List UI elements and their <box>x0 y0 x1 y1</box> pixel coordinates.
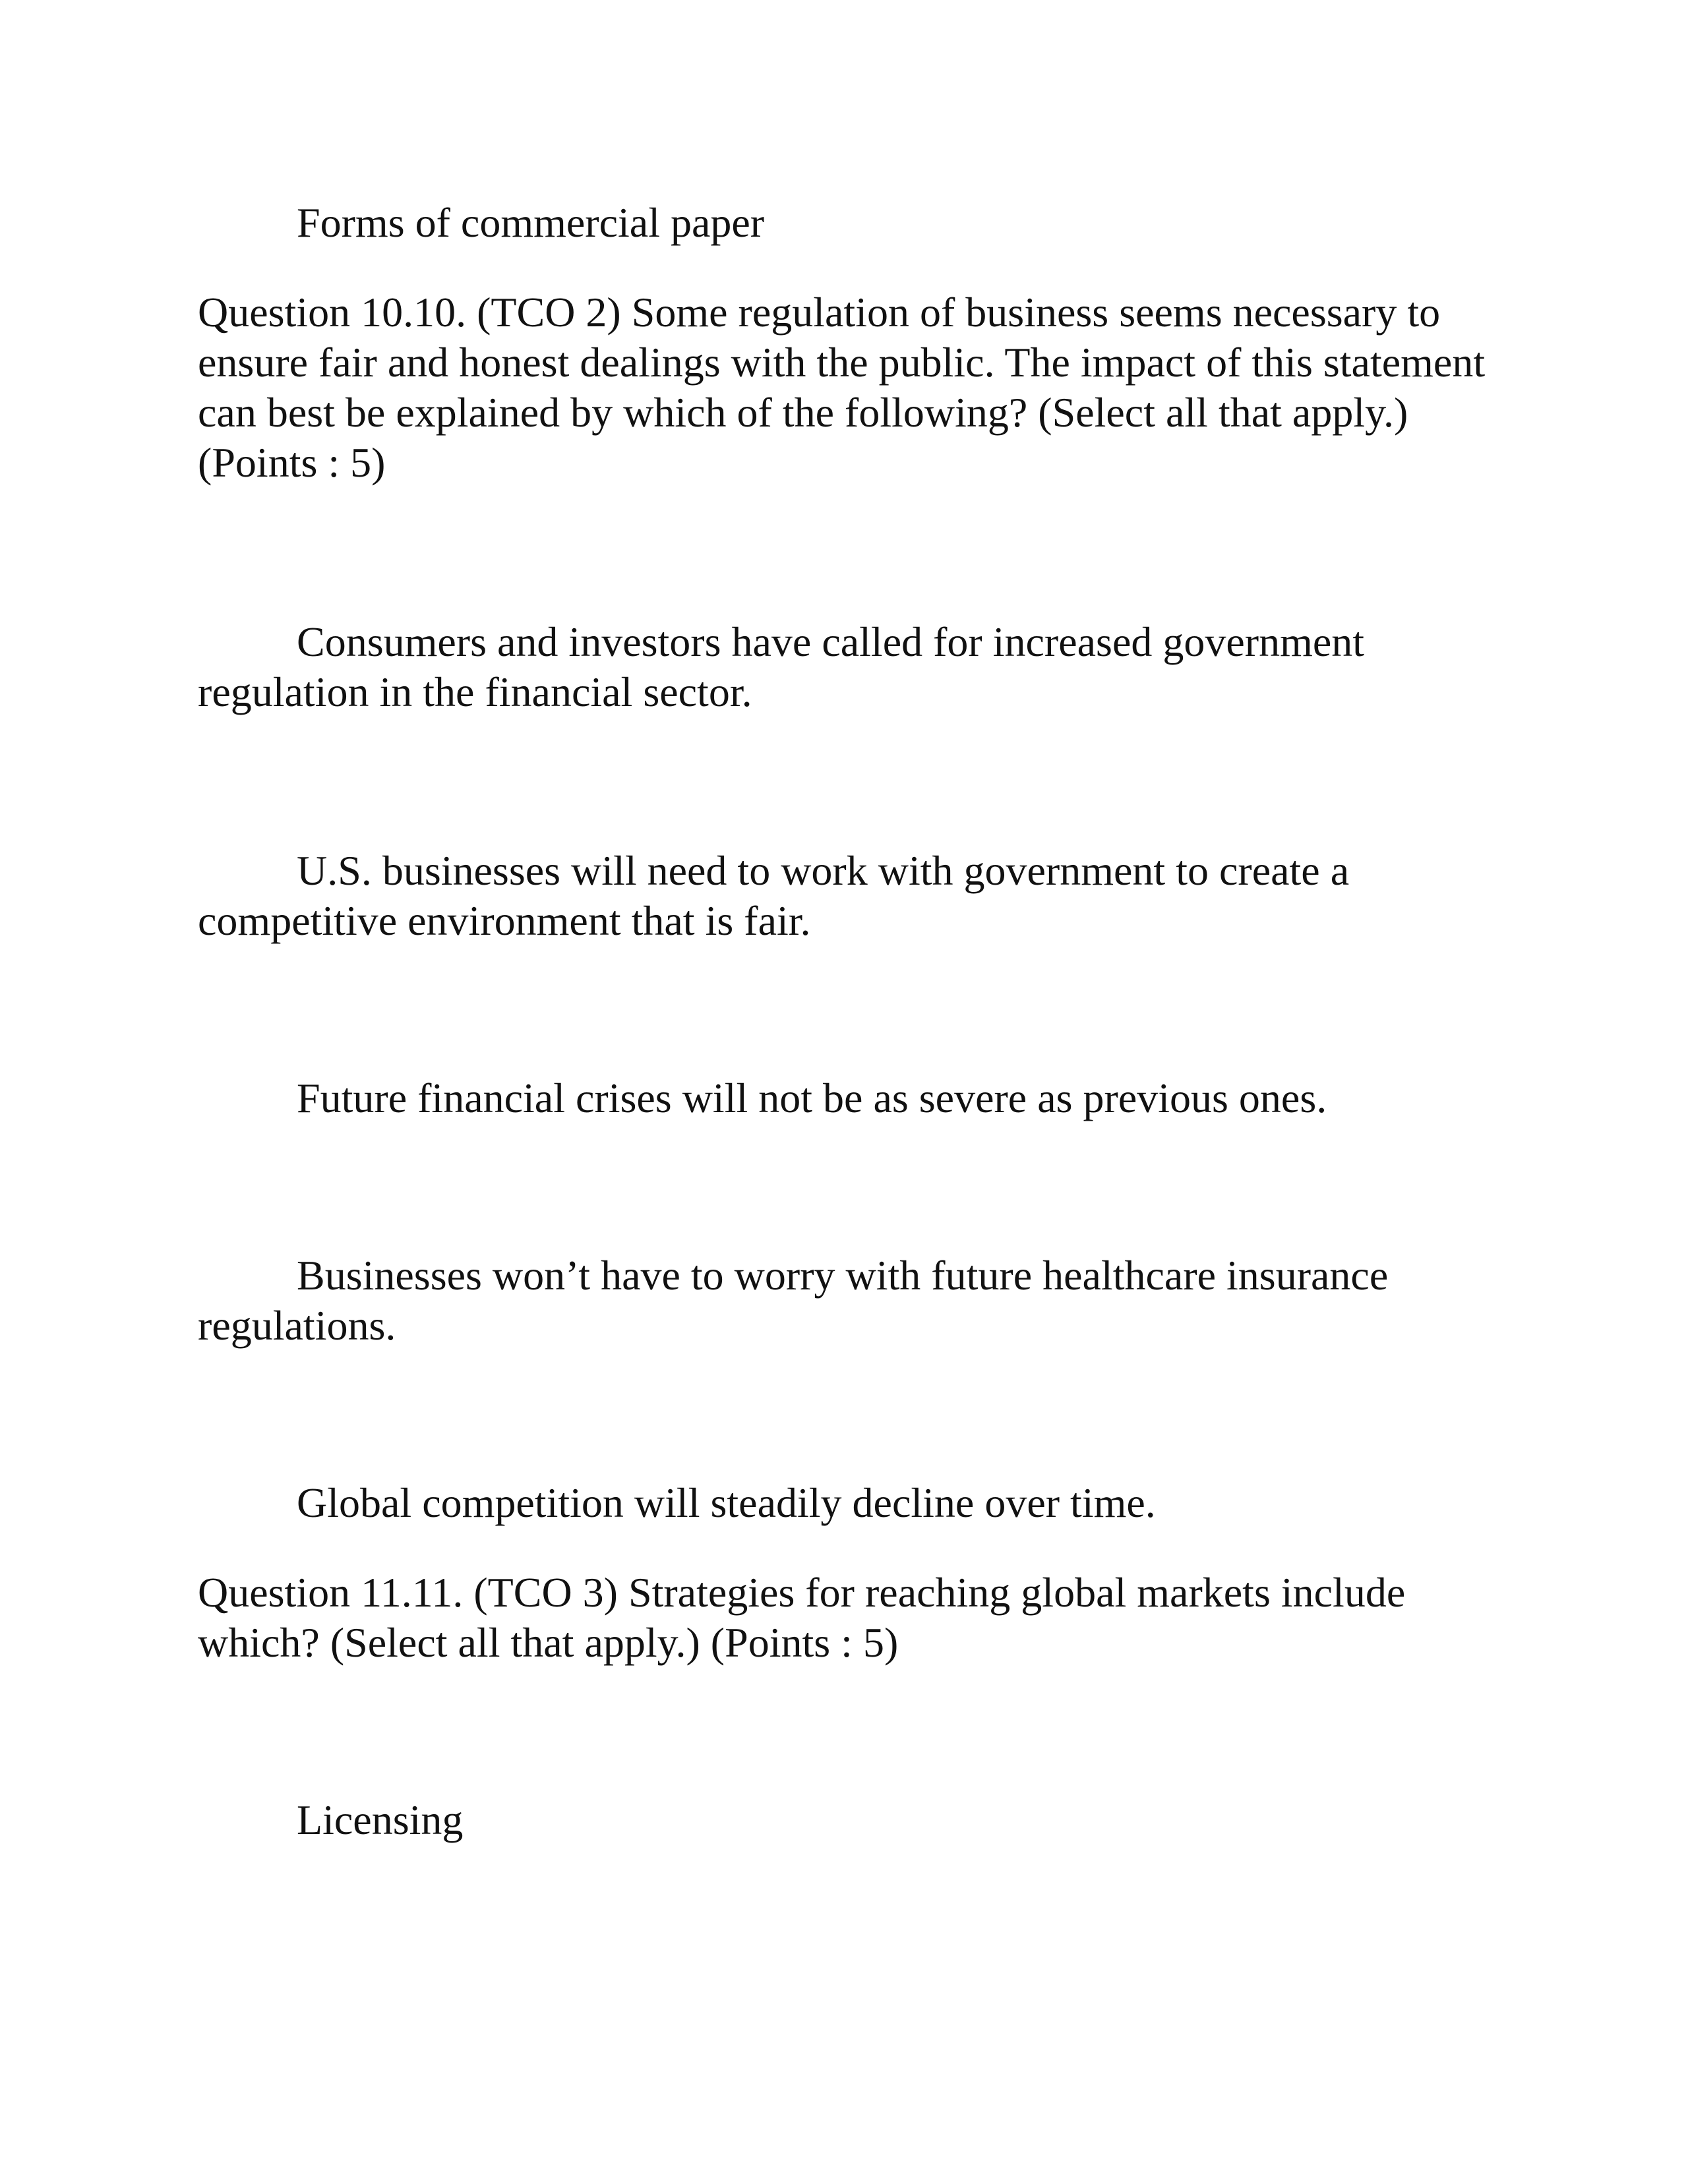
answer-option-healthcare-regulations: Businesses won’t have to worry with future healthcare insurance regulations. <box>198 1252 1389 1349</box>
answer-option-licensing: Licensing <box>297 1796 464 1843</box>
answer-option-us-businesses: U.S. businesses will need to work with government to create a competitive environment that is fair. <box>198 847 1350 944</box>
answer-option-consumers-investors: Consumers and investors have called for increased government regulation in the financial sector. <box>198 618 1365 715</box>
answer-option-financial-crises: Future financial crises will not be as severe as previous ones. <box>297 1075 1327 1121</box>
answer-option-commercial-paper: Forms of commercial paper <box>297 199 765 246</box>
question-11-text: Question 11.11. (TCO 3) Strategies for reaching global markets include which? (Select all that apply.) (Points : 5) <box>198 1569 1406 1666</box>
question-10-text: Question 10.10. (TCO 2) Some regulation of business seems necessary to ensure fair and honest dealings with the public. The impact of this statement can best be explained by which of the following? (Select all that apply.) (Points : 5) <box>198 289 1486 486</box>
answer-option-global-competition: Global competition will steadily decline over time. <box>297 1479 1156 1526</box>
